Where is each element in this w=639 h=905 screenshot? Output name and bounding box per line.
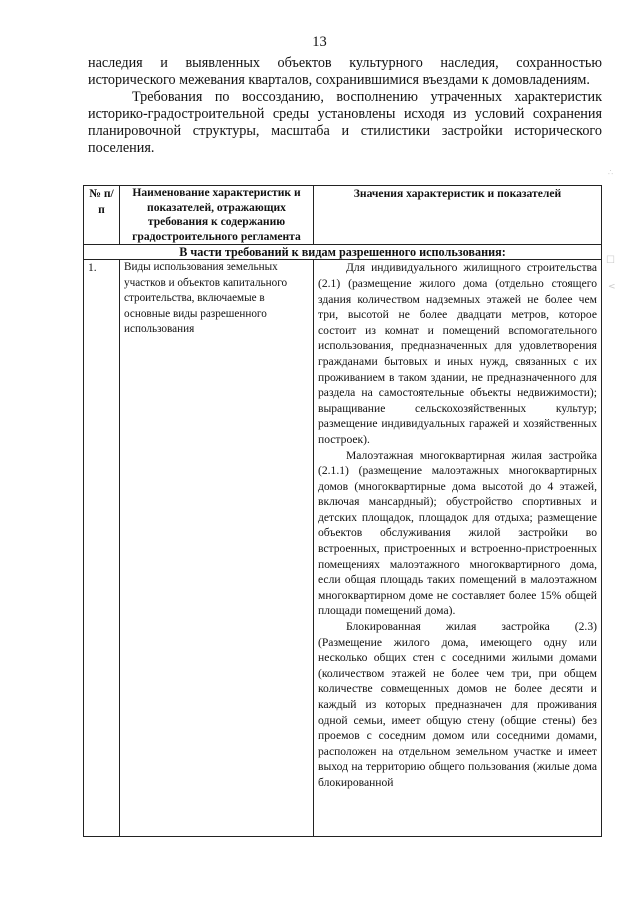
scan-artifact-mark: < <box>608 282 616 292</box>
table-section-row <box>84 245 602 260</box>
row-number: 1. <box>84 260 120 837</box>
value-paragraph-lowrise-apartments: Малоэтажная многоквартирная жилая застройка (2.1.1) (размещение малоэтажных многоквартирных домов (многоквартирные дома высотой до 4 этажей, включая мансардный); обустройство спортивных и детских площадок, площадок для отдыха; размещение объектов обслуживания жилой застройки во встроенных, пристроенных и встроенно-пристроенных помещениях малоэтажного многоквартирного дома, если общая площадь таких помещений в малоэтажном многоквартирном доме не составляет более 15% общей площади помещений дома). <box>318 448 597 618</box>
header-number: № п/п <box>84 186 120 245</box>
table-header-row <box>84 186 602 245</box>
value-paragraph-blocked-housing: Блокированная жилая застройка (2.3) (Размещение жилого дома, имеющего одну или несколько общих стен с соседними жилыми домами (количеством этажей не более чем три, при общем количестве совмещенных домов не более десяти и каждый из которых предназначен для проживания одной семьи, имеет общую стену (общие стены) без проемов с соседним домом или соседними домами, расположен на отдельном земельном участке и имеет выход на территорию общего пользования (жилые дома блокированной <box>318 620 597 789</box>
row-characteristic-name: Виды использования земельных участков и объектов капитального строительства, включаемые в основные виды разрешенного использования <box>120 260 314 837</box>
scan-artifact-mark: ∴ <box>608 168 614 177</box>
intro-text <box>88 55 602 157</box>
scan-artifact-mark: ☐ <box>606 255 615 266</box>
header-values: Значения характеристик и показателей <box>314 186 602 245</box>
header-name: Наименование характеристик и показателей, отражающих требования к содержанию градостроительного регламента <box>120 186 314 245</box>
intro-paragraph-requirements: Требования по воссозданию, восполнению утраченных характеристик историко-градостроительной среды установлены исходя из условий сохранения планировочной структуры, масштаба и стилистики застройки исторического поселения. <box>88 89 602 156</box>
intro-paragraph-continuation: наследия и выявленных объектов культурного наследия, сохранностью исторического межевания кварталов, сохранившимися въездами к домовладениям. <box>88 55 602 88</box>
table-row <box>84 260 602 837</box>
section-title: В части требований к видам разрешенного использования: <box>84 245 602 260</box>
row-values <box>314 260 602 837</box>
regulation-table <box>83 185 602 837</box>
value-paragraph-individual-housing: Для индивидуального жилищного строительства (2.1) (размещение жилого дома (отдельно стоящего здания количеством надземных этажей не более чем три, высотой не более двадцати метров, которое состоит из комнат и помещений вспомогательного использования, предназначенных для удовлетворения гражданами бытовых и иных нужд, связанных с их проживанием в таком здании, не предназначенного для раздела на самостоятельные объекты недвижимости); выращивание сельскохозяйственных культур; размещение индивидуальных гаражей и хозяйственных построек). <box>318 261 597 446</box>
page-number: 13 <box>312 34 327 50</box>
